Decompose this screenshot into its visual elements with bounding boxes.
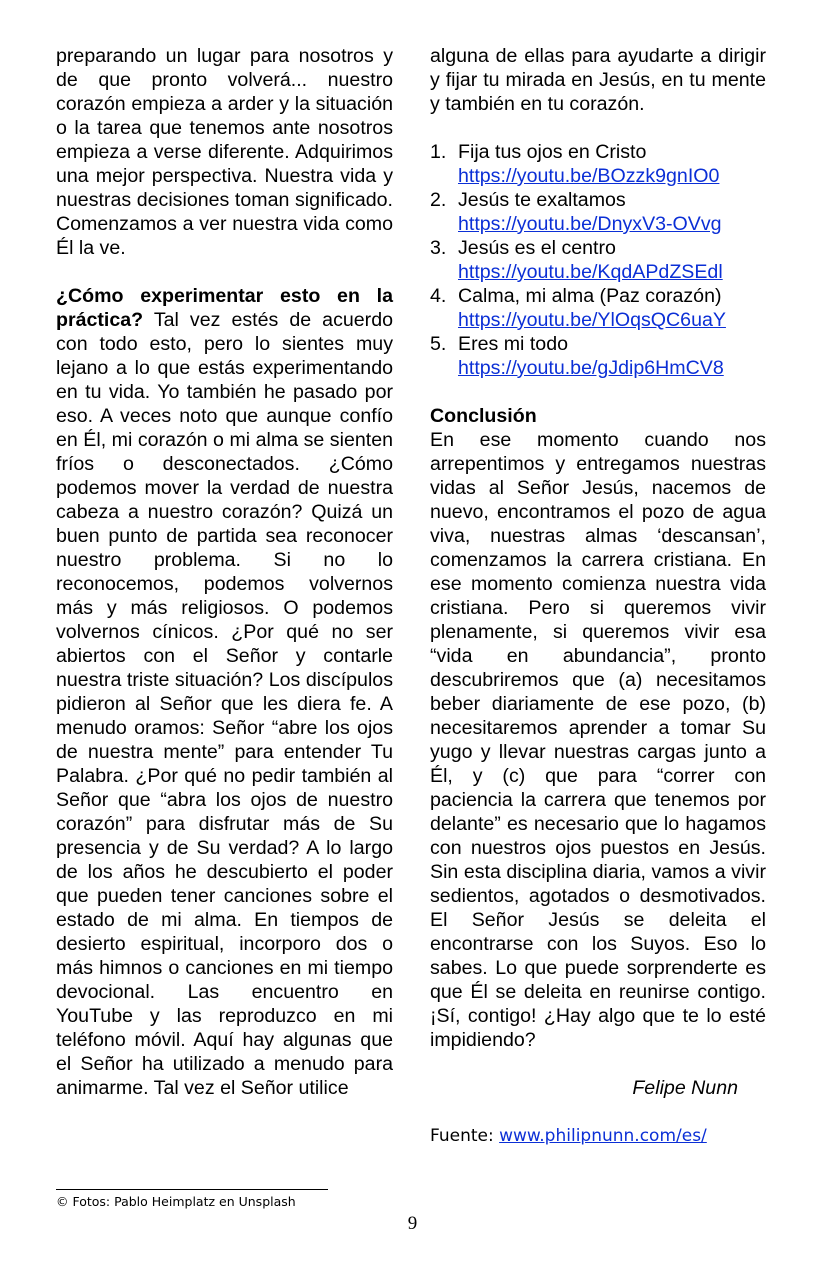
left-column bbox=[56, 44, 393, 1100]
song-link[interactable]: https://youtu.be/DnyxV3-OVvg bbox=[458, 213, 722, 235]
section-heading: ¿Cómo experimentar esto en la práctica? bbox=[56, 285, 393, 331]
song-title: Calma, mi alma (Paz corazón) bbox=[458, 285, 722, 307]
song-title: Jesús te exaltamos bbox=[458, 189, 626, 211]
body-paragraph: preparando un lugar para nosotros y de que pronto volverá... nuestro corazón empieza a arder y la situación o la tarea que tenemos ante nosotros empieza a verse diferente. Adquirimos una mejor perspectiva. Nuestra vida y nuestras decisiones toman significado. Comenzamos a ver nuestra vida como Él la ve. bbox=[56, 45, 393, 259]
conclusion-paragraph: En ese momento cuando nos arrepentimos y entregamos nuestras vidas al Señor Jesús, nacemos de nuevo, encontramos el pozo de agua viva, nuestras almas ‘descansan’, comenzamos la carrera cristiana. En ese momento comienza nuestra vida cristiana. Pero si queremos vivir plenamente, si queremos vivir esa “vida en abundancia”, pronto descubriremos que (a) necesitamos beber diariamente de ese pozo, (b) necesitaremos aprender a tomar Su yugo y llevar nuestras cargas junto a Él, y (c) que para “correr con paciencia la carrera que tenemos por delante” es necesario que lo hagamos con nuestros ojos puestos en Jesús. Sin esta disciplina diaria, vamos a vivir sedientos, agotados o desmotivados. El Señor Jesús se deleita el encontrarse con los Suyos. Eso lo sabes. Lo que puede sorprenderte es que Él se deleita en reunirse contigo. ¡Sí, contigo! ¿Hay algo que te lo esté impidiendo? bbox=[430, 429, 766, 1051]
source-link[interactable]: www.philipnunn.com/es/ bbox=[499, 1126, 707, 1146]
song-link[interactable]: https://youtu.be/gJdip6HmCV8 bbox=[458, 357, 724, 379]
song-title: Fija tus ojos en Cristo bbox=[458, 141, 647, 163]
list-item bbox=[430, 140, 766, 188]
source-line bbox=[430, 1124, 766, 1148]
list-number: 2. bbox=[430, 189, 447, 211]
list-item bbox=[430, 236, 766, 284]
list-item bbox=[430, 332, 766, 380]
list-number: 1. bbox=[430, 141, 447, 163]
footnote-divider bbox=[56, 1189, 328, 1190]
page-number: 9 bbox=[407, 1213, 418, 1234]
song-link[interactable]: https://youtu.be/KqdAPdZSEdl bbox=[458, 261, 723, 283]
song-link[interactable]: https://youtu.be/BOzzk9gnIO0 bbox=[458, 165, 720, 187]
list-number: 5. bbox=[430, 333, 447, 355]
song-title: Jesús es el centro bbox=[458, 237, 616, 259]
body-paragraph bbox=[56, 284, 393, 1100]
song-list bbox=[430, 140, 766, 380]
list-number: 3. bbox=[430, 237, 447, 259]
source-label: Fuente: bbox=[430, 1126, 500, 1146]
song-link[interactable]: https://youtu.be/YlOqsQC6uaY bbox=[458, 309, 726, 331]
list-number: 4. bbox=[430, 285, 447, 307]
author-signature: Felipe Nunn bbox=[632, 1077, 738, 1099]
list-item bbox=[430, 188, 766, 236]
right-column bbox=[430, 44, 766, 1148]
body-paragraph: alguna de ellas para ayudarte a dirigir y fijar tu mirada en Jesús, en tu mente y también en tu corazón. bbox=[430, 45, 766, 115]
song-title: Eres mi todo bbox=[458, 333, 568, 355]
photo-credit: © Fotos: Pablo Heimplatz en Unsplash bbox=[56, 1194, 296, 1209]
conclusion-heading: Conclusión bbox=[430, 405, 537, 427]
body-paragraph-text: Tal vez estés de acuerdo con todo esto, pero lo sientes muy lejano a lo que estás experimentando en tu vida. Yo también he pasado por eso. A veces noto que aunque confío en Él, mi corazón o mi alma se sienten fríos o desconectados. ¿Cómo podemos mover la verdad de nuestra cabeza a nuestro corazón? Quizá un buen punto de partida sea reconocer nuestro problema. Si no lo reconocemos, podemos volvernos más y más religiosos. O podemos volvernos cínicos. ¿Por qué no ser abiertos con el Señor y contarle nuestra triste situación? Los discípulos pidieron al Señor que les diera fe. A menudo oramos: Señor “abre los ojos de nuestra mente” para entender Tu Palabra. ¿Por qué no pedir también al Señor que “abra los ojos de nuestro corazón” para disfrutar más de Su presencia y de Su verdad? A lo largo de los años he descubierto el poder que pueden tener canciones sobre el estado de mi alma. En tiempos de desierto espiritual, incorporo dos o más himnos o canciones en mi tiempo devocional. Las encuentro en YouTube y las reproduzco en mi teléfono móvil. Aquí hay algunas que el Señor ha utilizado a menudo para animarme. Tal vez el Señor utilice bbox=[56, 309, 393, 1099]
list-item bbox=[430, 284, 766, 332]
